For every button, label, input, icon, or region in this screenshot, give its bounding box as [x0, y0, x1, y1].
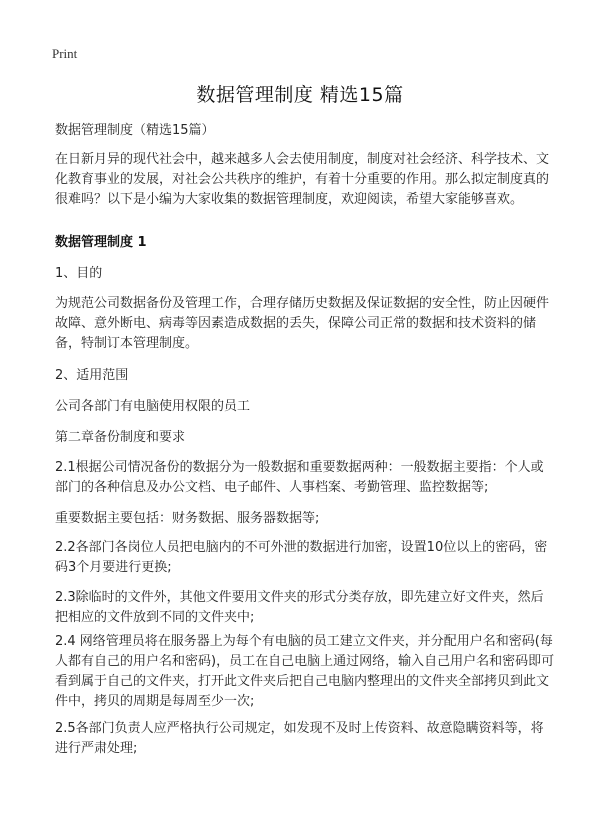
clause-2-3: 2.3除临时的文件外，其他文件要用文件夹的形式分类存放，即先建立好文件夹，然后把相应的文件放到不同的文件夹中;	[55, 590, 544, 625]
chapter-2-title: 第二章备份制度和要求	[55, 430, 186, 445]
clause-2-1: 2.1根据公司情况备份的数据分为一般数据和重要数据两种：一般数据主要指：个人或部门的各种信息及办公文档、电子邮件、人事档案、考勤管理、监控数据等;	[55, 460, 544, 495]
document-subtitle: 数据管理制度（精选15篇）	[55, 123, 215, 138]
clause-2-2: 2.2各部门各岗位人员把电脑内的不可外泄的数据进行加密，设置10位以上的密码，密码3个月要进行更换;	[55, 540, 548, 575]
item-2-paragraph: 公司各部门有电脑使用权限的员工	[55, 399, 251, 414]
item-1-title: 1、目的	[55, 266, 103, 281]
section-heading: 数据管理制度 1	[55, 235, 147, 250]
item-1-paragraph: 为规范公司数据备份及管理工作，合理存储历史数据及保证数据的安全性，防止因硬件故障、意外断电、病毒等因素造成数据的丢失，保障公司正常的数据和技术资料的储备，特制订本管理制度。	[55, 296, 550, 351]
intro-paragraph: 在日新月异的现代社会中，越来越多人会去使用制度，制度对社会经济、科学技术、文化教育事业的发展，对社会公共秩序的维护，有着十分重要的作用。那么拟定制度真的很难吗？以下是小编为大家收集的数据管理制度，欢迎阅读，希望大家能够喜欢。	[55, 152, 550, 207]
clause-2-5: 2.5各部门负责人应严格执行公司规定，如发现不及时上传资料、故意隐瞒资料等，将进行严肃处理;	[55, 721, 544, 756]
clause-2-4: 2.4 网络管理员将在服务器上为每个有电脑的员工建立文件夹，并分配用户名和密码(每人都有自己的用户名和密码)，员工在自己电脑上通过网络，输入自己用户名和密码即可看到属于自己的文件夹，打开此文件夹后把自己电脑内整理出的文件夹全部拷贝到此文件中，拷贝的周期是每周至少一次;	[55, 634, 555, 709]
page-title: 数据管理制度 精选15篇	[196, 84, 404, 106]
important-data-paragraph: 重要数据主要包括：财务数据、服务器数据等;	[55, 511, 320, 526]
print-label[interactable]: Print	[52, 46, 78, 61]
item-2-title: 2、适用范围	[55, 368, 129, 383]
